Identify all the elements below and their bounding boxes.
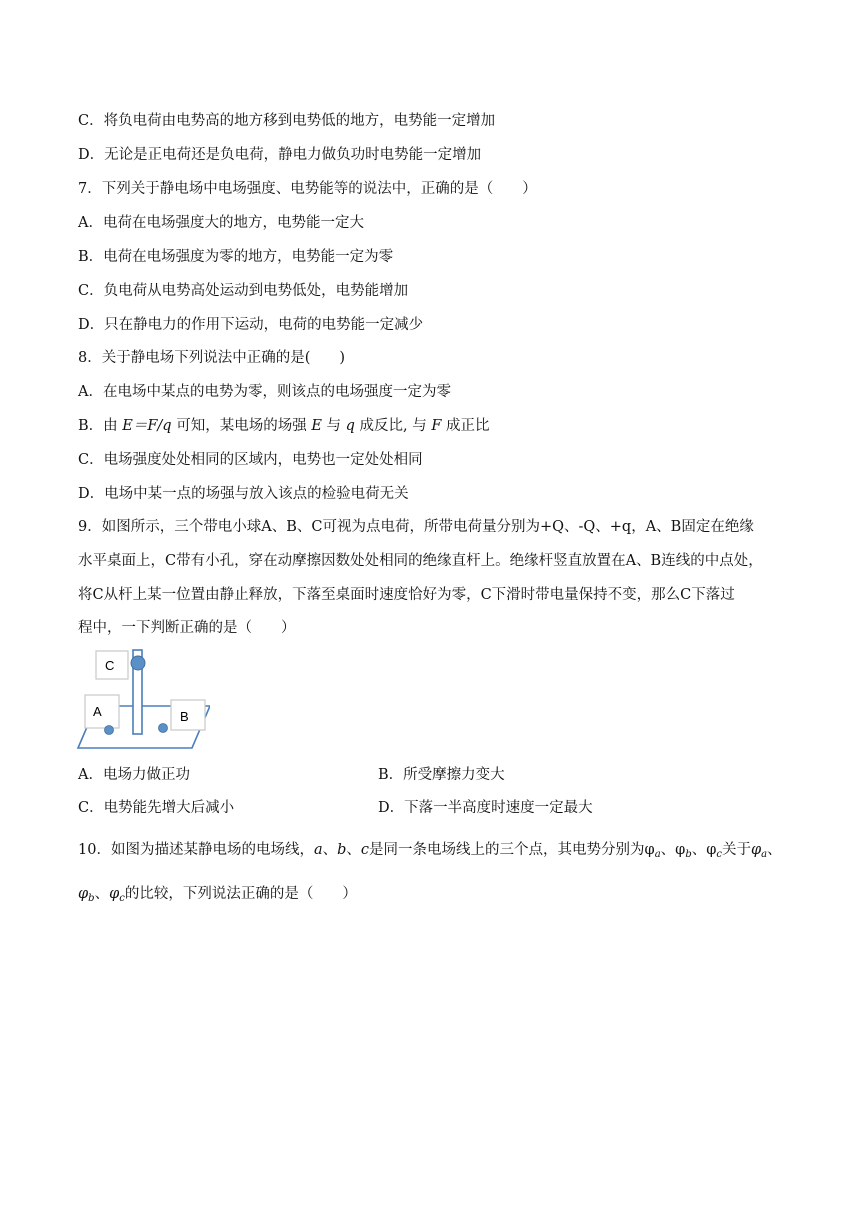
q10-sub-c: c (716, 849, 722, 860)
q10-text-2: 是同一条电场线上的三个点，其电势分别为φ (369, 842, 655, 858)
question-9-line-3: 将C从杆上某一位置由静止释放，下落至桌面时速度恰好为零，C下滑时带电量保持不变，那么C下落过 (78, 587, 735, 603)
q8-option-b (78, 416, 490, 436)
q7-option-d: D．只在静电力的作用下运动，电荷的电势能一定减少 (78, 317, 424, 333)
ball-a (105, 726, 114, 735)
label-a: A (93, 704, 102, 719)
q10-text-4: 、φ (691, 842, 717, 858)
question-9-line-2: 水平桌面上，C带有小孔，穿在动摩擦因数处处相同的绝缘直杆上。绝缘杆竖直放置在A、B连线的中点处， (78, 553, 763, 569)
q10-var-c: c (360, 842, 370, 858)
question-7: 7．下列关于静电场中电场强度、电势能等的说法中，正确的是（ ） (78, 181, 537, 197)
q7-option-c: C．负电荷从电势高处运动到电势低处，电势能增加 (78, 283, 409, 299)
q10-dun-2: 、 (94, 886, 110, 902)
q9-option-c: C．电势能先增大后减小 (78, 800, 235, 816)
q6-option-c: C．将负电荷由电势高的地方移到电势低的地方，电势能一定增加 (78, 113, 496, 129)
q8b-text-3: 与 (326, 418, 342, 434)
q10-text-5: 关于 (721, 842, 751, 858)
q10-sep-2: 、 (346, 842, 361, 858)
q10-phi-b: φ (78, 886, 89, 902)
q10-phi-a: φ (750, 842, 762, 858)
q10-text-end: 的比较，下列说法正确的是（ ） (124, 886, 357, 902)
question-8: 8．关于静电场下列说法中正确的是( ) (78, 350, 346, 366)
q9-option-d: D．下落一半高度时速度一定最大 (378, 800, 593, 816)
q8b-text-1: B．由 (78, 418, 118, 434)
ball-b (159, 724, 168, 733)
label-b: B (180, 709, 189, 724)
q8b-text-5: 成正比 (446, 418, 490, 434)
q8-option-c: C．电场强度处处相同的区域内，电势也一定处处相同 (78, 452, 423, 468)
q10-sub-a: a (654, 849, 661, 860)
question-9-line-4: 程中，一下判断正确的是（ ） (78, 620, 296, 636)
q8-option-a: A．在电场中某点的电势为零，则该点的电场强度一定为零 (78, 384, 451, 400)
q6-option-d: D．无论是正电荷还是负电荷，静电力做负功时电势能一定增加 (78, 147, 482, 163)
q10-phi-c: φ (109, 886, 120, 902)
q10-phi-a-sub: a (761, 849, 768, 860)
q7-option-b: B．电荷在电场强度为零的地方，电势能一定为零 (78, 249, 394, 265)
q8b-text-4: 成反比, 与 (359, 418, 427, 434)
q10-text-1: 10．如图为描述某静电场的电场线， (78, 842, 314, 858)
question-10-line-2 (78, 884, 357, 909)
q8-option-d: D．电场中某一点的场强与放入该点的检验电荷无关 (78, 486, 409, 502)
q8b-text-2: 可知，某电场的场强 (176, 418, 307, 434)
q9-figure (76, 648, 210, 752)
q9-option-a: A．电场力做正功 (78, 767, 190, 783)
q10-text-3: 、φ (660, 842, 686, 858)
q10-var-b: b (337, 842, 347, 858)
label-c: C (105, 658, 115, 673)
label-box-a (85, 695, 119, 728)
question-9-line-1: 9．如图所示，三个带电小球A、B、C可视为点电荷，所带电荷量分别为+Q、-Q、+q，A、B固定在绝缘 (78, 519, 754, 535)
q10-phi-c-sub: c (119, 893, 125, 904)
q10-phi-b-sub: b (88, 893, 95, 904)
q8b-var-q: q (345, 418, 355, 434)
question-10-line-1 (78, 840, 782, 865)
q8b-var-f: F (431, 418, 442, 434)
q10-sep-1: 、 (322, 842, 338, 858)
q10-var-a: a (313, 842, 323, 858)
q10-dun-1: 、 (767, 842, 782, 858)
ball-c (131, 656, 145, 670)
q8b-var-e: E (311, 418, 322, 434)
q8b-formula: E＝F/q (122, 418, 172, 434)
q10-sub-b: b (685, 849, 692, 860)
q9-option-b: B．所受摩擦力变大 (378, 767, 505, 783)
q7-option-a: A．电荷在电场强度大的地方，电势能一定大 (78, 215, 364, 231)
